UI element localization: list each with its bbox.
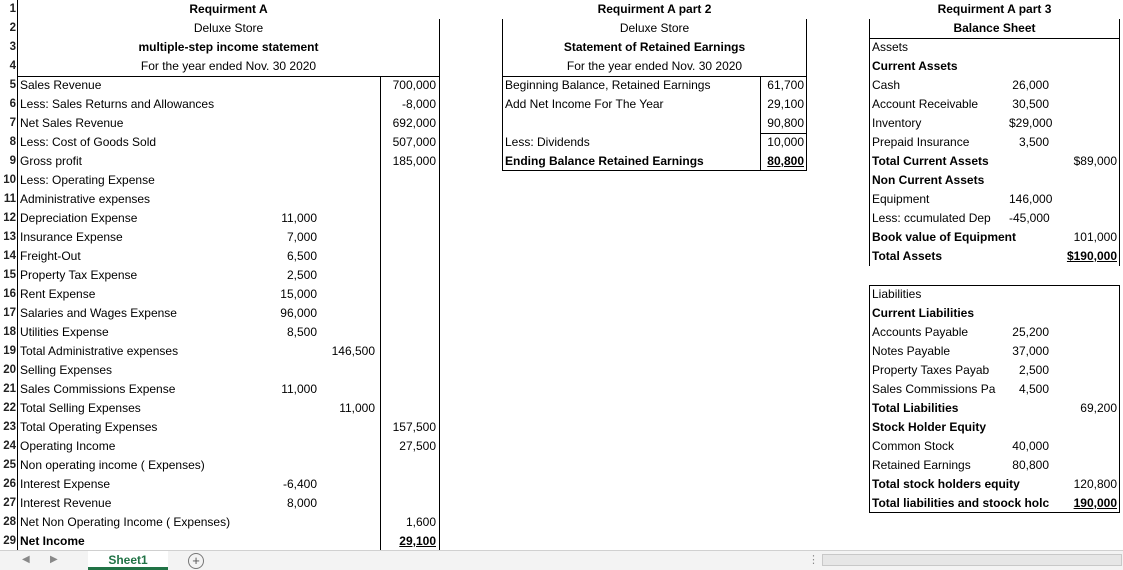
- income-label[interactable]: Freight-Out: [20, 249, 81, 263]
- income-label[interactable]: Sales Revenue: [20, 78, 102, 92]
- income-label[interactable]: Less: Sales Returns and Allowances: [20, 97, 215, 111]
- income-label[interactable]: Salaries and Wages Expense: [20, 306, 177, 320]
- add-sheet-icon[interactable]: +: [188, 553, 204, 569]
- balance-col-2[interactable]: $89,000: [1073, 154, 1117, 168]
- income-col-b[interactable]: 7,000: [286, 230, 317, 244]
- balance-col-2[interactable]: [1055, 209, 1117, 228]
- balance-label[interactable]: Inventory: [872, 116, 922, 130]
- income-col-b[interactable]: 8,000: [286, 496, 317, 510]
- income-col-b[interactable]: [262, 361, 317, 380]
- sheet-tab-bar: [0, 550, 1123, 570]
- income-col-b[interactable]: [262, 342, 317, 361]
- income-col-d[interactable]: 185,000: [392, 154, 436, 168]
- sheet-tab-sheet1[interactable]: Sheet1: [88, 551, 168, 570]
- income-col-c[interactable]: [318, 285, 375, 304]
- retained-h1[interactable]: Requirment A part 2: [597, 2, 712, 16]
- row-number[interactable]: 21: [3, 383, 16, 395]
- cell-border: [17, 0, 18, 551]
- balance-label[interactable]: Current Liabilities: [872, 306, 975, 320]
- income-label[interactable]: Non operating income ( Expenses): [20, 458, 205, 472]
- income-col-b[interactable]: [262, 418, 317, 437]
- income-label[interactable]: Total Operating Expenses: [20, 420, 158, 434]
- balance-col-1[interactable]: 40,000: [1012, 439, 1049, 453]
- income-col-d[interactable]: [383, 247, 436, 266]
- income-col-c[interactable]: [318, 228, 375, 247]
- retained-value[interactable]: 80,800: [767, 154, 804, 168]
- income-col-c[interactable]: [318, 418, 375, 437]
- balance-label[interactable]: Notes Payable: [872, 344, 951, 358]
- row-number[interactable]: 29: [3, 535, 16, 547]
- income-col-d[interactable]: [383, 456, 436, 475]
- income-col-b[interactable]: 15,000: [280, 287, 317, 301]
- income-col-c[interactable]: [318, 380, 375, 399]
- balance-col-1[interactable]: [1009, 228, 1049, 247]
- row-number[interactable]: 1: [9, 3, 16, 15]
- income-label[interactable]: Operating Income: [20, 439, 116, 453]
- balance-col-1[interactable]: [1009, 266, 1049, 285]
- balance-col-1[interactable]: $29,000: [1009, 116, 1053, 130]
- income-col-d[interactable]: [383, 171, 436, 190]
- income-col-d[interactable]: [383, 342, 436, 361]
- retained-label[interactable]: Beginning Balance, Retained Earnings: [505, 78, 711, 92]
- cell-border: [439, 19, 440, 551]
- balance-col-1[interactable]: [1009, 475, 1049, 494]
- row-number[interactable]: 3: [9, 41, 16, 53]
- balance-col-1[interactable]: [1009, 304, 1049, 323]
- balance-col-2[interactable]: [1055, 57, 1117, 76]
- income-label[interactable]: Depreciation Expense: [20, 211, 138, 225]
- income-col-d[interactable]: [383, 361, 436, 380]
- income-col-d[interactable]: 507,000: [392, 135, 436, 149]
- row-number[interactable]: 15: [3, 269, 16, 281]
- balance-label[interactable]: Total stock holders equity: [872, 477, 1020, 491]
- income-label[interactable]: Total Selling Expenses: [20, 401, 141, 415]
- balance-label[interactable]: Common Stock: [872, 439, 955, 453]
- income-col-b[interactable]: [262, 190, 317, 209]
- income-col-d[interactable]: [383, 399, 436, 418]
- balance-label[interactable]: Equipment: [872, 192, 930, 206]
- retained-h3[interactable]: Statement of Retained Earnings: [563, 40, 746, 54]
- row-number[interactable]: 25: [3, 459, 16, 471]
- row-number[interactable]: 20: [3, 364, 16, 376]
- income-col-b[interactable]: 96,000: [280, 306, 317, 320]
- balance-label[interactable]: Account Receivable: [872, 97, 979, 111]
- balance-col-2[interactable]: [1055, 95, 1117, 114]
- cell-border: [380, 76, 381, 551]
- income-col-c[interactable]: [318, 152, 375, 171]
- balance-col-1[interactable]: [1009, 285, 1049, 304]
- income-label[interactable]: Interest Expense: [20, 477, 111, 491]
- income-col-d[interactable]: [383, 285, 436, 304]
- row-number[interactable]: 16: [3, 288, 16, 300]
- balance-col-2[interactable]: [1055, 323, 1117, 342]
- cell-border: [760, 133, 807, 134]
- balance-label[interactable]: Sales Commissions Pa: [872, 382, 996, 396]
- balance-label[interactable]: Property Taxes Payab: [872, 363, 990, 377]
- balance-col-2[interactable]: 120,800: [1073, 477, 1117, 491]
- income-label[interactable]: Less: Cost of Goods Sold: [20, 135, 157, 149]
- income-col-c[interactable]: [318, 494, 375, 513]
- income-col-d[interactable]: 29,100: [399, 534, 436, 548]
- balance-col-2[interactable]: [1055, 114, 1117, 133]
- row-number[interactable]: 5: [9, 79, 16, 91]
- income-col-c[interactable]: [318, 190, 375, 209]
- balance-label[interactable]: Book value of Equipment: [872, 230, 1017, 244]
- income-label[interactable]: Selling Expenses: [20, 363, 113, 377]
- balance-col-1[interactable]: 26,000: [1012, 78, 1049, 92]
- balance-col-2[interactable]: [1055, 133, 1117, 152]
- income-col-b[interactable]: -6,400: [282, 477, 317, 491]
- income-col-c[interactable]: [318, 133, 375, 152]
- balance-label[interactable]: Total Assets: [872, 249, 943, 263]
- balance-col-2[interactable]: [1055, 190, 1117, 209]
- income-col-c[interactable]: [318, 456, 375, 475]
- balance-label[interactable]: Total Liabilities: [872, 401, 959, 415]
- income-label[interactable]: Interest Revenue: [20, 496, 112, 510]
- income-label[interactable]: Total Administrative expenses: [20, 344, 179, 358]
- cell-border: [1119, 285, 1120, 513]
- balance-col-2[interactable]: [1055, 342, 1117, 361]
- scroll-right-arrow-icon[interactable]: ▶: [50, 554, 58, 565]
- income-label[interactable]: Property Tax Expense: [20, 268, 138, 282]
- income-col-c[interactable]: [318, 95, 375, 114]
- balance-col-1[interactable]: [1009, 57, 1049, 76]
- balance-label[interactable]: Less: ccumulated Dep: [872, 211, 991, 225]
- balance-col-2[interactable]: [1055, 361, 1117, 380]
- income-col-b[interactable]: [262, 76, 317, 95]
- balance-col-1[interactable]: 37,000: [1012, 344, 1049, 358]
- retained-value[interactable]: 10,000: [767, 135, 804, 149]
- income-col-d[interactable]: [383, 304, 436, 323]
- row-number[interactable]: 22: [3, 402, 16, 414]
- balance-col-1[interactable]: 2,500: [1018, 363, 1049, 377]
- income-col-b[interactable]: [262, 513, 317, 532]
- income-col-c[interactable]: [318, 513, 375, 532]
- income-col-b[interactable]: [262, 532, 317, 551]
- income-col-d[interactable]: [383, 475, 436, 494]
- income-col-d[interactable]: [383, 209, 436, 228]
- balance-label[interactable]: Cash: [872, 78, 901, 92]
- income-col-d[interactable]: [383, 494, 436, 513]
- income-col-c[interactable]: [318, 171, 375, 190]
- row-number[interactable]: 9: [9, 155, 16, 167]
- retained-h4[interactable]: For the year ended Nov. 30 2020: [566, 59, 743, 73]
- balance-label[interactable]: Liabilities: [872, 287, 922, 301]
- income-col-c[interactable]: [318, 247, 375, 266]
- row-number[interactable]: 8: [9, 136, 16, 148]
- row-number[interactable]: 27: [3, 497, 16, 509]
- income-label[interactable]: Sales Commissions Expense: [20, 382, 176, 396]
- income-label[interactable]: Net Sales Revenue: [20, 116, 124, 130]
- balance-col-1[interactable]: [1009, 399, 1049, 418]
- income-label[interactable]: Net Non Operating Income ( Expenses): [20, 515, 231, 529]
- income-col-b[interactable]: 11,000: [281, 382, 317, 396]
- income-col-b[interactable]: 8,500: [286, 325, 317, 339]
- income-col-c[interactable]: [318, 266, 375, 285]
- income-h3[interactable]: multiple-step income statement: [138, 40, 319, 54]
- income-h2[interactable]: Deluxe Store: [193, 21, 264, 35]
- income-col-c[interactable]: [318, 209, 375, 228]
- income-label[interactable]: Net Income: [20, 534, 85, 548]
- income-col-b[interactable]: [262, 152, 317, 171]
- balance-col-1[interactable]: [1009, 38, 1049, 57]
- balance-col-1[interactable]: 30,500: [1012, 97, 1049, 111]
- retained-h2[interactable]: Deluxe Store: [619, 21, 690, 35]
- row-number[interactable]: 18: [3, 326, 16, 338]
- income-col-c[interactable]: [318, 323, 375, 342]
- balance-col-2[interactable]: [1055, 266, 1117, 285]
- balance-col-2[interactable]: 69,200: [1080, 401, 1117, 415]
- row-number[interactable]: 19: [3, 345, 16, 357]
- row-number[interactable]: 12: [3, 212, 16, 224]
- balance-col-2[interactable]: [1055, 76, 1117, 95]
- income-label[interactable]: Utilities Expense: [20, 325, 109, 339]
- horizontal-scrollbar[interactable]: [822, 554, 1122, 566]
- income-col-c[interactable]: [318, 437, 375, 456]
- income-col-c[interactable]: [318, 532, 375, 551]
- balance-col-2[interactable]: [1055, 285, 1117, 304]
- income-label[interactable]: Gross profit: [20, 154, 83, 168]
- income-col-b[interactable]: [262, 133, 317, 152]
- balance-label[interactable]: Current Assets: [872, 59, 958, 73]
- scroll-left-arrow-icon[interactable]: ◀: [22, 554, 30, 565]
- income-col-d[interactable]: [383, 228, 436, 247]
- balance-h2[interactable]: Balance Sheet: [953, 21, 1036, 35]
- row-number[interactable]: 11: [3, 193, 16, 205]
- income-col-b[interactable]: [262, 437, 317, 456]
- balance-col-2[interactable]: [1055, 171, 1117, 190]
- balance-label[interactable]: Stock Holder Equity: [872, 420, 987, 434]
- balance-col-1[interactable]: [1009, 171, 1049, 190]
- income-label[interactable]: Administrative expenses: [20, 192, 151, 206]
- income-col-b[interactable]: [262, 399, 317, 418]
- balance-label[interactable]: Total Current Assets: [872, 154, 989, 168]
- balance-col-1[interactable]: 146,000: [1009, 192, 1053, 206]
- balance-col-1[interactable]: 3,500: [1018, 135, 1049, 149]
- retained-label[interactable]: Less: Dividends: [505, 135, 590, 149]
- row-number[interactable]: 2: [9, 22, 16, 34]
- retained-label[interactable]: Add Net Income For The Year: [505, 97, 664, 111]
- row-number[interactable]: 26: [3, 478, 16, 490]
- income-col-c[interactable]: 146,500: [331, 344, 375, 358]
- retained-value[interactable]: 61,700: [767, 78, 804, 92]
- balance-label[interactable]: Retained Earnings: [872, 458, 971, 472]
- row-number[interactable]: 24: [3, 440, 16, 452]
- income-col-c[interactable]: [318, 76, 375, 95]
- balance-col-2[interactable]: [1055, 437, 1117, 456]
- income-col-d[interactable]: 692,000: [392, 116, 436, 130]
- row-number[interactable]: 4: [9, 60, 16, 72]
- retained-value[interactable]: 29,100: [767, 97, 804, 111]
- tab-splitter-icon[interactable]: ⋮: [808, 554, 819, 566]
- row-number[interactable]: 13: [3, 231, 16, 243]
- balance-label[interactable]: Non Current Assets: [872, 173, 985, 187]
- balance-col-2[interactable]: 190,000: [1073, 496, 1117, 510]
- balance-label[interactable]: Assets: [872, 40, 909, 54]
- income-col-b[interactable]: [262, 95, 317, 114]
- income-col-d[interactable]: 700,000: [392, 78, 436, 92]
- balance-col-2[interactable]: [1055, 456, 1117, 475]
- row-number[interactable]: 7: [9, 117, 16, 129]
- retained-label[interactable]: [505, 114, 755, 133]
- income-col-c[interactable]: [318, 304, 375, 323]
- income-col-c[interactable]: [318, 114, 375, 133]
- row-number[interactable]: 10: [3, 174, 16, 186]
- income-col-d[interactable]: [383, 190, 436, 209]
- balance-col-2[interactable]: [1055, 418, 1117, 437]
- income-col-c[interactable]: [318, 475, 375, 494]
- balance-col-1[interactable]: [1009, 152, 1049, 171]
- balance-col-1[interactable]: [1009, 247, 1049, 266]
- income-col-b[interactable]: [262, 456, 317, 475]
- income-col-b[interactable]: [262, 114, 317, 133]
- income-col-c[interactable]: 11,000: [339, 401, 375, 415]
- cell-border: [806, 19, 807, 171]
- cell-border: [1119, 19, 1120, 266]
- retained-label[interactable]: Ending Balance Retained Earnings: [505, 154, 704, 168]
- income-h1[interactable]: Requirment A: [189, 2, 268, 16]
- income-col-d[interactable]: [383, 266, 436, 285]
- row-number[interactable]: 17: [3, 307, 16, 319]
- income-label[interactable]: Less: Operating Expense: [20, 173, 155, 187]
- balance-label[interactable]: Accounts Payable: [872, 325, 969, 339]
- income-col-d[interactable]: 1,600: [405, 515, 436, 529]
- balance-h1[interactable]: Requirment A part 3: [937, 2, 1052, 16]
- balance-col-1[interactable]: 80,800: [1012, 458, 1049, 472]
- income-col-b[interactable]: 6,500: [286, 249, 317, 263]
- row-headers: [0, 0, 16, 550]
- cell-border: [502, 19, 503, 171]
- income-col-d[interactable]: [383, 380, 436, 399]
- balance-col-1[interactable]: -45,000: [1009, 211, 1050, 225]
- income-col-b[interactable]: 2,500: [286, 268, 317, 282]
- balance-col-1[interactable]: 25,200: [1012, 325, 1049, 339]
- balance-label[interactable]: Total liabilities and stoock holc: [872, 496, 1050, 510]
- income-col-d[interactable]: [383, 323, 436, 342]
- cell-border: [760, 76, 761, 171]
- income-h4[interactable]: For the year ended Nov. 30 2020: [140, 59, 317, 73]
- row-number[interactable]: 28: [3, 516, 16, 528]
- retained-value[interactable]: 90,800: [767, 116, 804, 130]
- income-col-c[interactable]: [318, 361, 375, 380]
- income-col-d[interactable]: 157,500: [392, 420, 436, 434]
- row-number[interactable]: 6: [9, 98, 16, 110]
- balance-label[interactable]: [872, 266, 1022, 285]
- balance-col-1[interactable]: [1009, 494, 1049, 513]
- income-col-d[interactable]: 27,500: [399, 439, 436, 453]
- income-label[interactable]: Insurance Expense: [20, 230, 123, 244]
- income-col-d[interactable]: -8,000: [401, 97, 436, 111]
- income-col-b[interactable]: [262, 171, 317, 190]
- balance-col-1[interactable]: [1009, 418, 1049, 437]
- balance-col-1[interactable]: 4,500: [1018, 382, 1049, 396]
- row-number[interactable]: 14: [3, 250, 16, 262]
- income-col-b[interactable]: 11,000: [281, 211, 317, 225]
- cell-border: [869, 285, 870, 513]
- cell-border: [869, 19, 870, 266]
- balance-col-2[interactable]: [1055, 38, 1117, 57]
- row-number[interactable]: 23: [3, 421, 16, 433]
- balance-col-2[interactable]: 101,000: [1073, 230, 1117, 244]
- balance-col-2[interactable]: [1055, 304, 1117, 323]
- balance-col-2[interactable]: [1055, 380, 1117, 399]
- balance-label[interactable]: Prepaid Insurance: [872, 135, 970, 149]
- balance-col-2[interactable]: $190,000: [1066, 249, 1117, 263]
- income-label[interactable]: Rent Expense: [20, 287, 96, 301]
